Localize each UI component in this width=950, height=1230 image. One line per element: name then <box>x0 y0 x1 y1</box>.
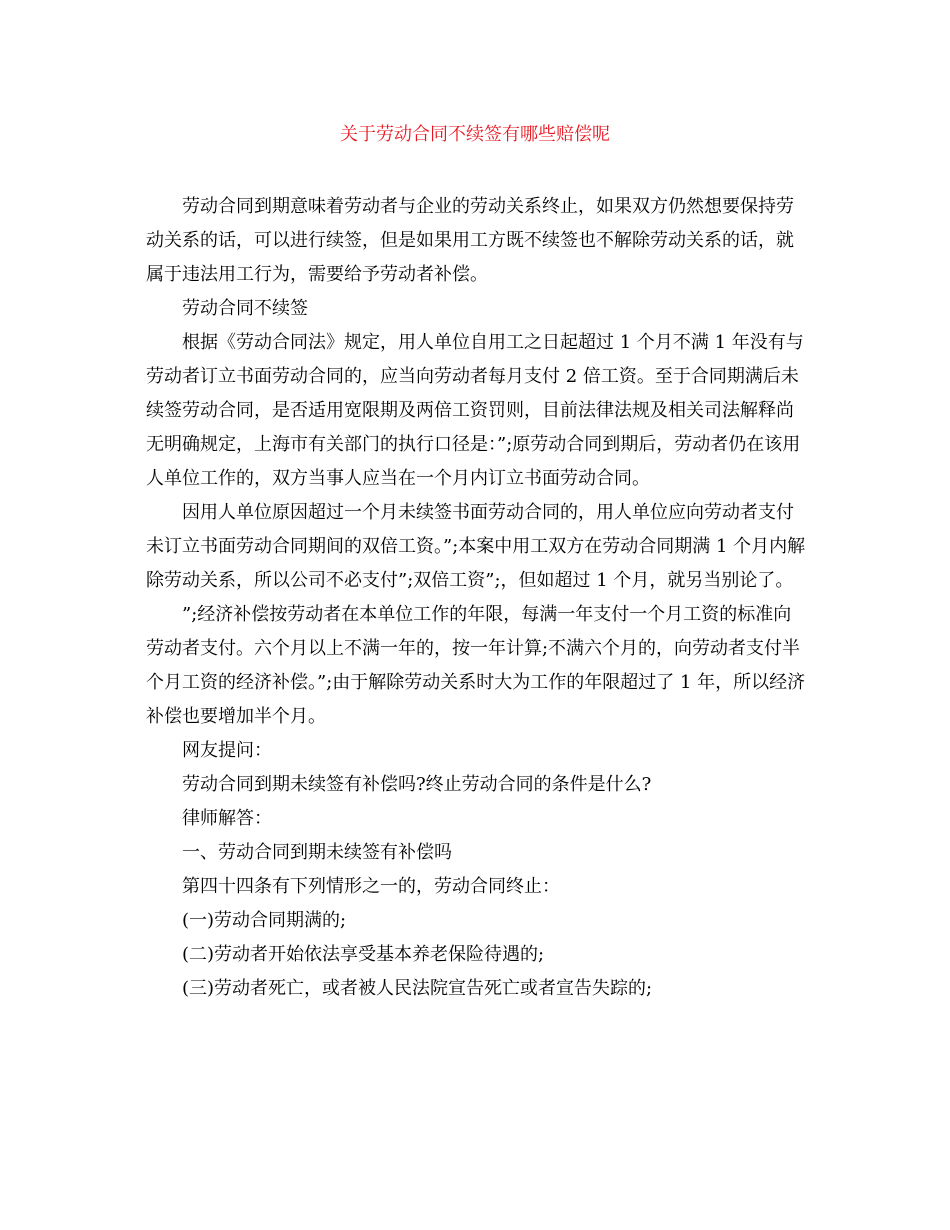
paragraph-item-2: (二)劳动者开始依法享受基本养老保险待遇的; <box>182 944 545 965</box>
paragraph-section-one: 一、劳动合同到期未续签有补偿吗 <box>182 842 452 863</box>
paragraph-netizen-question: 劳动合同到期未续签有补偿吗?终止劳动合同的条件是什么? <box>182 774 652 795</box>
paragraph-intro: 劳动合同到期意味着劳动者与企业的劳动关系终止，如果双方仍然想要保持劳动关系的话，可以进行续签，但是如果用工方既不续签也不解除劳动关系的话，就属于违法用工行为，需要给予劳动者补偿。 <box>146 196 794 285</box>
paragraph-article-44: 第四十四条有下列情形之一的，劳动合同终止： <box>182 876 560 897</box>
paragraph-item-1: (一)劳动合同期满的; <box>182 910 347 931</box>
document-title: 关于劳动合同不续签有哪些赔偿呢 <box>340 124 610 145</box>
paragraph-netizen-question-label: 网友提问： <box>182 740 272 761</box>
paragraph-double-wages: 因用人单位原因超过一个月未续签书面劳动合同的，用人单位应向劳动者支付未订立书面劳动合同期间的双倍工资。”;本案中用工双方在劳动合同期满 1 个月内解除劳动关系，所以公司不必支付”;双倍工资”;，但如超过 1 个月，就另当别论了。 <box>146 502 806 591</box>
paragraph-heading-not-renewed: 劳动合同不续签 <box>182 298 308 319</box>
paragraph-economic-compensation: ”;经济补偿按劳动者在本单位工作的年限，每满一年支付一个月工资的标准向劳动者支付。六个月以上不满一年的，按一年计算;不满六个月的，向劳动者支付半个月工资的经济补偿。”;由于解除劳动关系时大为工作的年限超过了 1 年，所以经济补偿也要增加半个月。 <box>146 604 806 727</box>
document-body <box>146 190 806 1006</box>
paragraph-law-provision: 根据《劳动合同法》规定，用人单位自用工之日起超过 1 个月不满 1 年没有与劳动者订立书面劳动合同的，应当向劳动者每月支付 2 倍工资。至于合同期满后未续签劳动合同，是否适用宽限期及两倍工资罚则，目前法律法规及相关司法解释尚无明确规定，上海市有关部门的执行口径是：”;原劳动合同到期后，劳动者仍在该用人单位工作的，双方当事人应当在一个月内订立书面劳动合同。 <box>146 332 804 489</box>
paragraph-item-3: (三)劳动者死亡，或者被人民法院宣告死亡或者宣告失踪的; <box>182 978 653 999</box>
paragraph-lawyer-answer-label: 律师解答： <box>182 808 272 829</box>
